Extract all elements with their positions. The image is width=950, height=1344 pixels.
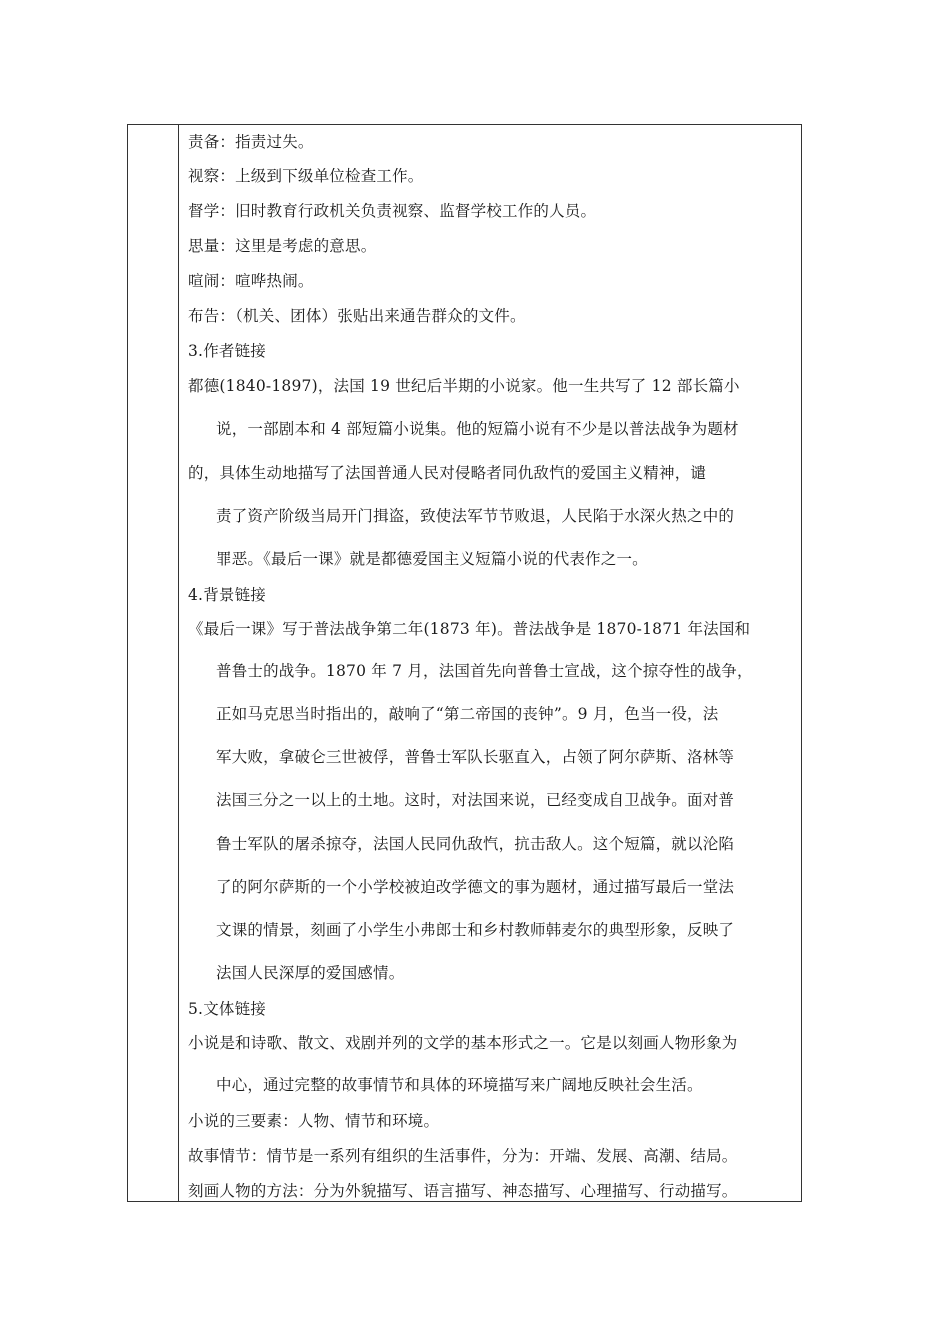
table-frame xyxy=(127,124,802,1202)
paragraph-line: 正如马克思当时指出的，敲响了“第二帝国的丧钟”。9 月，色当一役，法 xyxy=(216,705,719,723)
paragraph-line: 法国人民深厚的爱国感情。 xyxy=(216,964,405,982)
paragraph-line: 都德(1840-1897)，法国 19 世纪后半期的小说家。他一生共写了 12 部长篇小 xyxy=(188,377,740,395)
section-heading-genre: 5.文体链接 xyxy=(188,1000,266,1018)
paragraph-line: 军大败，拿破仑三世被俘，普鲁士军队长驱直入，占领了阿尔萨斯、洛林等 xyxy=(216,748,735,766)
vocab-line-duxue: 督学：旧时教育行政机关负责视察、监督学校工作的人员。 xyxy=(188,202,597,220)
section-heading-background: 4.背景链接 xyxy=(188,586,266,604)
vocab-line-shicha: 视察：上级到下级单位检查工作。 xyxy=(188,167,424,185)
paragraph-line: 罪恶。《最后一课》就是都德爱国主义短篇小说的代表作之一。 xyxy=(216,550,648,568)
paragraph-line: 责了资产阶级当局开门揖盗，致使法军节节败退，人民陷于水深火热之中的 xyxy=(216,507,735,525)
vocab-line-siliang: 思量：这里是考虑的意思。 xyxy=(188,237,377,255)
paragraph-line: 中心，通过完整的故事情节和具体的环境描写来广阔地反映社会生活。 xyxy=(216,1076,703,1094)
paragraph-line: 故事情节：情节是一系列有组织的生活事件，分为：开端、发展、高潮、结局。 xyxy=(188,1147,738,1165)
left-column-cell xyxy=(128,125,179,1201)
paragraph-line: 鲁士军队的屠杀掠夺，法国人民同仇敌忾，抗击敌人。这个短篇，就以沦陷 xyxy=(216,835,735,853)
paragraph-line: 小说是和诗歌、散文、戏剧并列的文学的基本形式之一。它是以刻画人物形象为 xyxy=(188,1034,738,1052)
vocab-line-bugao: 布告：（机关、团体）张贴出来通告群众的文件。 xyxy=(188,307,526,325)
paragraph-line: 文课的情景，刻画了小学生小弗郎士和乡村教师韩麦尔的典型形象，反映了 xyxy=(216,921,735,939)
paragraph-line: 小说的三要素：人物、情节和环境。 xyxy=(188,1112,440,1130)
paragraph-line: 的，具体生动地描写了法国普通人民对侵略者同仇敌忾的爱国主义精神，谴 xyxy=(188,464,707,482)
section-heading-author: 3.作者链接 xyxy=(188,342,266,360)
vocab-line-zebei: 责备：指责过失。 xyxy=(188,133,314,151)
paragraph-line: 说，一部剧本和 4 部短篇小说集。他的短篇小说有不少是以普法战争为题材 xyxy=(216,420,739,438)
vocab-line-xuannao: 喧闹：喧哗热闹。 xyxy=(188,272,314,290)
paragraph-line: 《最后一课》写于普法战争第二年(1873 年)。普法战争是 1870-1871 年法国和 xyxy=(188,620,751,638)
paragraph-line: 刻画人物的方法：分为外貌描写、语言描写、神态描写、心理描写、行动描写。 xyxy=(188,1182,738,1200)
paragraph-line: 普鲁士的战争。1870 年 7 月，法国首先向普鲁士宣战，这个掠夺性的战争， xyxy=(216,662,753,680)
paragraph-line: 了的阿尔萨斯的一个小学校被迫改学德文的事为题材，通过描写最后一堂法 xyxy=(216,878,735,896)
paragraph-line: 法国三分之一以上的土地。这时，对法国来说，已经变成自卫战争。面对普 xyxy=(216,791,735,809)
